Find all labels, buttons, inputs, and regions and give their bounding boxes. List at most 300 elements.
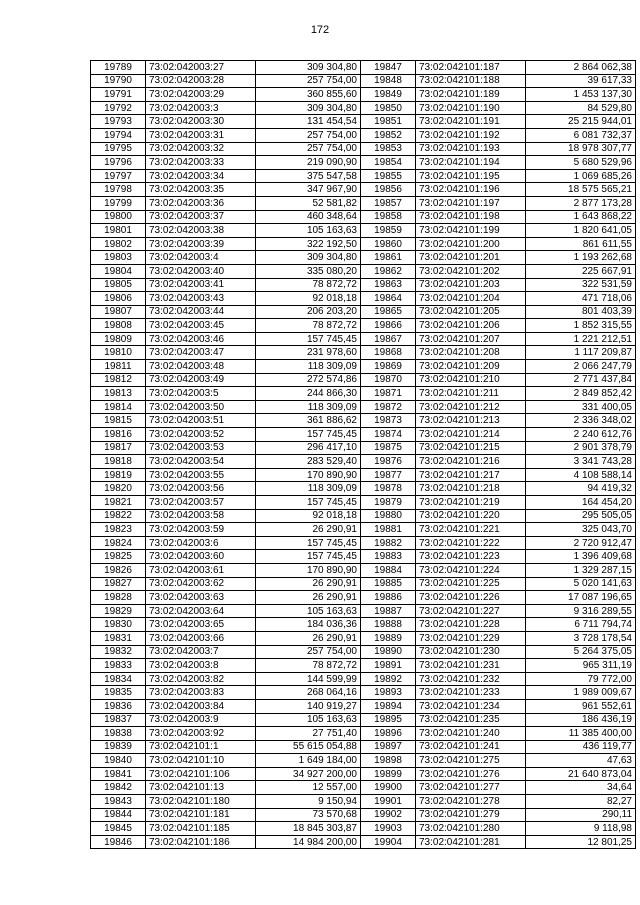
cadastral-number: 73:02:042101:275 xyxy=(416,754,526,768)
table-row xyxy=(91,591,361,605)
table-row xyxy=(361,142,636,156)
cadastral-number: 73:02:042003:65 xyxy=(146,618,256,632)
cadastral-number: 73:02:042101:10 xyxy=(146,754,256,768)
table-row xyxy=(91,156,361,170)
table-row xyxy=(91,264,361,278)
cadastral-number: 73:02:042101:197 xyxy=(416,196,526,210)
cadastral-value: 322 192,50 xyxy=(256,237,361,251)
cadastral-value: 18 845 303,87 xyxy=(256,822,361,836)
row-number: 19850 xyxy=(361,101,416,115)
cadastral-number: 73:02:042003:34 xyxy=(146,169,256,183)
table-row xyxy=(91,577,361,591)
row-number: 19896 xyxy=(361,727,416,741)
table-row xyxy=(91,604,361,618)
cadastral-value: 206 203,20 xyxy=(256,305,361,319)
cadastral-number: 73:02:042003:36 xyxy=(146,196,256,210)
table-row xyxy=(361,699,636,713)
row-number: 19870 xyxy=(361,373,416,387)
table-row xyxy=(361,61,636,75)
row-number: 19824 xyxy=(91,536,146,550)
cadastral-value: 257 754,00 xyxy=(256,74,361,88)
table-row xyxy=(361,604,636,618)
cadastral-value: 244 866,30 xyxy=(256,387,361,401)
table-row xyxy=(361,441,636,455)
cadastral-value: 3 341 743,28 xyxy=(526,455,636,469)
table-row xyxy=(91,128,361,142)
cadastral-number: 73:02:042101:212 xyxy=(416,400,526,414)
table-row xyxy=(91,482,361,496)
cadastral-value: 92 018,18 xyxy=(256,509,361,523)
row-number: 19789 xyxy=(91,61,146,75)
row-number: 19793 xyxy=(91,115,146,129)
cadastral-value: 1 193 262,68 xyxy=(526,251,636,265)
cadastral-value: 118 309,09 xyxy=(256,482,361,496)
row-number: 19903 xyxy=(361,822,416,836)
row-number: 19861 xyxy=(361,251,416,265)
cadastral-number: 73:02:042101:227 xyxy=(416,604,526,618)
table-row xyxy=(91,346,361,360)
table-row xyxy=(91,781,361,795)
cadastral-value: 78 872,72 xyxy=(256,659,361,673)
row-number: 19867 xyxy=(361,332,416,346)
row-number: 19799 xyxy=(91,196,146,210)
table-row xyxy=(91,183,361,197)
cadastral-value: 460 348,64 xyxy=(256,210,361,224)
cadastral-number: 73:02:042101:231 xyxy=(416,659,526,673)
table-row xyxy=(91,672,361,686)
table-row xyxy=(91,523,361,537)
cadastral-number: 73:02:042101:106 xyxy=(146,767,256,781)
cadastral-value: 118 309,09 xyxy=(256,400,361,414)
cadastral-number: 73:02:042101:196 xyxy=(416,183,526,197)
table-row xyxy=(361,360,636,374)
table-row xyxy=(91,509,361,523)
table-row xyxy=(91,727,361,741)
cadastral-number: 73:02:042101:235 xyxy=(416,713,526,727)
cadastral-number: 73:02:042101:207 xyxy=(416,332,526,346)
cadastral-number: 73:02:042003:35 xyxy=(146,183,256,197)
cadastral-number: 73:02:042003:84 xyxy=(146,699,256,713)
cadastral-number: 73:02:042101:210 xyxy=(416,373,526,387)
cadastral-value: 105 163,63 xyxy=(256,604,361,618)
row-number: 19862 xyxy=(361,264,416,278)
table-row xyxy=(91,550,361,564)
cadastral-number: 73:02:042101:225 xyxy=(416,577,526,591)
table-row xyxy=(91,699,361,713)
row-number: 19823 xyxy=(91,523,146,537)
table-row xyxy=(361,659,636,673)
cadastral-number: 73:02:042101:195 xyxy=(416,169,526,183)
table-row xyxy=(361,346,636,360)
table-row xyxy=(361,822,636,836)
cadastral-value: 2 864 062,38 xyxy=(526,61,636,75)
table-row xyxy=(91,387,361,401)
cadastral-number: 73:02:042101:194 xyxy=(416,156,526,170)
row-number: 19890 xyxy=(361,645,416,659)
cadastral-number: 73:02:042101:233 xyxy=(416,686,526,700)
cadastral-number: 73:02:042003:62 xyxy=(146,577,256,591)
cadastral-value: 2 877 173,28 xyxy=(526,196,636,210)
cadastral-number: 73:02:042003:27 xyxy=(146,61,256,75)
cadastral-number: 73:02:042003:6 xyxy=(146,536,256,550)
cadastral-value: 4 108 588,14 xyxy=(526,468,636,482)
table-row xyxy=(361,319,636,333)
row-number: 19831 xyxy=(91,631,146,645)
table-row xyxy=(361,210,636,224)
row-number: 19805 xyxy=(91,278,146,292)
cadastral-value: 17 087 196,65 xyxy=(526,591,636,605)
row-number: 19790 xyxy=(91,74,146,88)
cadastral-value: 347 967,90 xyxy=(256,183,361,197)
table-row xyxy=(361,468,636,482)
table-row xyxy=(361,795,636,809)
row-number: 19813 xyxy=(91,387,146,401)
table-row xyxy=(91,754,361,768)
cadastral-value: 309 304,80 xyxy=(256,101,361,115)
row-number: 19826 xyxy=(91,563,146,577)
cadastral-number: 73:02:042003:51 xyxy=(146,414,256,428)
table-row xyxy=(361,672,636,686)
cadastral-number: 73:02:042101:211 xyxy=(416,387,526,401)
table-row xyxy=(91,196,361,210)
cadastral-number: 73:02:042101:13 xyxy=(146,781,256,795)
row-number: 19893 xyxy=(361,686,416,700)
cadastral-number: 73:02:042101:215 xyxy=(416,441,526,455)
cadastral-number: 73:02:042101:188 xyxy=(416,74,526,88)
cadastral-value: 1 396 409,68 xyxy=(526,550,636,564)
table-row xyxy=(91,88,361,102)
cadastral-value: 3 728 178,54 xyxy=(526,631,636,645)
cadastral-number: 73:02:042003:50 xyxy=(146,400,256,414)
cadastral-value: 9 150,94 xyxy=(256,795,361,809)
table-row xyxy=(361,835,636,849)
cadastral-number: 73:02:042101:278 xyxy=(416,795,526,809)
row-number: 19844 xyxy=(91,808,146,822)
row-number: 19830 xyxy=(91,618,146,632)
table-row xyxy=(91,305,361,319)
row-number: 19795 xyxy=(91,142,146,156)
cadastral-value: 861 611,55 xyxy=(526,237,636,251)
cadastral-number: 73:02:042101:276 xyxy=(416,767,526,781)
table-row xyxy=(91,169,361,183)
row-number: 19868 xyxy=(361,346,416,360)
row-number: 19851 xyxy=(361,115,416,129)
cadastral-number: 73:02:042101:241 xyxy=(416,740,526,754)
cadastral-value: 965 311,19 xyxy=(526,659,636,673)
cadastral-value: 11 385 400,00 xyxy=(526,727,636,741)
cadastral-value: 1 649 184,00 xyxy=(256,754,361,768)
table-row xyxy=(91,536,361,550)
cadastral-value: 1 221 212,51 xyxy=(526,332,636,346)
row-number: 19840 xyxy=(91,754,146,768)
cadastral-value: 25 215 944,01 xyxy=(526,115,636,129)
cadastral-value: 2 240 612,76 xyxy=(526,428,636,442)
cadastral-value: 78 872,72 xyxy=(256,278,361,292)
cadastral-value: 73 570,68 xyxy=(256,808,361,822)
cadastral-value: 157 745,45 xyxy=(256,428,361,442)
row-number: 19807 xyxy=(91,305,146,319)
table-row xyxy=(361,74,636,88)
cadastral-number: 73:02:042003:30 xyxy=(146,115,256,129)
cadastral-table-right xyxy=(360,60,636,849)
row-number: 19838 xyxy=(91,727,146,741)
row-number: 19898 xyxy=(361,754,416,768)
cadastral-value: 1 989 009,67 xyxy=(526,686,636,700)
table-row xyxy=(91,441,361,455)
table-row xyxy=(361,196,636,210)
row-number: 19882 xyxy=(361,536,416,550)
cadastral-table-left xyxy=(90,60,361,849)
table-row xyxy=(91,142,361,156)
row-number: 19822 xyxy=(91,509,146,523)
cadastral-value: 225 667,91 xyxy=(526,264,636,278)
cadastral-number: 73:02:042101:192 xyxy=(416,128,526,142)
row-number: 19801 xyxy=(91,224,146,238)
cadastral-number: 73:02:042101:214 xyxy=(416,428,526,442)
table-row xyxy=(361,305,636,319)
row-number: 19894 xyxy=(361,699,416,713)
cadastral-number: 73:02:042003:44 xyxy=(146,305,256,319)
table-row xyxy=(91,645,361,659)
table-row xyxy=(361,183,636,197)
cadastral-value: 2 720 912,47 xyxy=(526,536,636,550)
row-number: 19853 xyxy=(361,142,416,156)
cadastral-number: 73:02:042101:198 xyxy=(416,210,526,224)
table-row xyxy=(361,156,636,170)
table-row xyxy=(91,251,361,265)
row-number: 19847 xyxy=(361,61,416,75)
row-number: 19877 xyxy=(361,468,416,482)
table-row xyxy=(91,414,361,428)
cadastral-number: 73:02:042101:223 xyxy=(416,550,526,564)
cadastral-number: 73:02:042003:58 xyxy=(146,509,256,523)
row-number: 19887 xyxy=(361,604,416,618)
cadastral-number: 73:02:042101:277 xyxy=(416,781,526,795)
table-row xyxy=(361,414,636,428)
cadastral-number: 73:02:042003:54 xyxy=(146,455,256,469)
table-row xyxy=(361,237,636,251)
row-number: 19856 xyxy=(361,183,416,197)
table-row xyxy=(361,101,636,115)
row-number: 19836 xyxy=(91,699,146,713)
row-number: 19797 xyxy=(91,169,146,183)
table-row xyxy=(361,686,636,700)
row-number: 19825 xyxy=(91,550,146,564)
row-number: 19874 xyxy=(361,428,416,442)
row-number: 19883 xyxy=(361,550,416,564)
row-number: 19899 xyxy=(361,767,416,781)
cadastral-number: 73:02:042003:57 xyxy=(146,496,256,510)
row-number: 19820 xyxy=(91,482,146,496)
row-number: 19804 xyxy=(91,264,146,278)
row-number: 19889 xyxy=(361,631,416,645)
row-number: 19895 xyxy=(361,713,416,727)
cadastral-number: 73:02:042101:199 xyxy=(416,224,526,238)
cadastral-number: 73:02:042003:56 xyxy=(146,482,256,496)
table-row xyxy=(91,278,361,292)
row-number: 19904 xyxy=(361,835,416,849)
table-row xyxy=(361,754,636,768)
table-row xyxy=(361,292,636,306)
cadastral-number: 73:02:042003:31 xyxy=(146,128,256,142)
page-number: 172 xyxy=(310,24,330,36)
cadastral-number: 73:02:042003:39 xyxy=(146,237,256,251)
cadastral-value: 2 771 437,84 xyxy=(526,373,636,387)
cadastral-number: 73:02:042101:213 xyxy=(416,414,526,428)
cadastral-value: 26 290,91 xyxy=(256,577,361,591)
row-number: 19843 xyxy=(91,795,146,809)
table-row xyxy=(91,455,361,469)
cadastral-value: 257 754,00 xyxy=(256,645,361,659)
cadastral-value: 290,11 xyxy=(526,808,636,822)
cadastral-value: 2 066 247,79 xyxy=(526,360,636,374)
table-row xyxy=(91,659,361,673)
cadastral-number: 73:02:042101:203 xyxy=(416,278,526,292)
cadastral-number: 73:02:042003:41 xyxy=(146,278,256,292)
row-number: 19846 xyxy=(91,835,146,849)
cadastral-number: 73:02:042101:216 xyxy=(416,455,526,469)
row-number: 19837 xyxy=(91,713,146,727)
cadastral-number: 73:02:042101:219 xyxy=(416,496,526,510)
cadastral-value: 1 820 641,05 xyxy=(526,224,636,238)
table-row xyxy=(91,618,361,632)
table-row xyxy=(361,536,636,550)
cadastral-number: 73:02:042101:180 xyxy=(146,795,256,809)
cadastral-number: 73:02:042003:8 xyxy=(146,659,256,673)
row-number: 19880 xyxy=(361,509,416,523)
cadastral-number: 73:02:042101:280 xyxy=(416,822,526,836)
cadastral-value: 21 640 873,04 xyxy=(526,767,636,781)
cadastral-number: 73:02:042101:218 xyxy=(416,482,526,496)
table-row xyxy=(91,224,361,238)
cadastral-value: 801 403,39 xyxy=(526,305,636,319)
row-number: 19809 xyxy=(91,332,146,346)
cadastral-value: 94 419,32 xyxy=(526,482,636,496)
table-row xyxy=(361,767,636,781)
row-number: 19817 xyxy=(91,441,146,455)
table-row xyxy=(91,428,361,442)
table-row xyxy=(361,808,636,822)
cadastral-value: 131 454,54 xyxy=(256,115,361,129)
row-number: 19888 xyxy=(361,618,416,632)
row-number: 19860 xyxy=(361,237,416,251)
table-row xyxy=(361,740,636,754)
row-number: 19901 xyxy=(361,795,416,809)
row-number: 19891 xyxy=(361,659,416,673)
cadastral-value: 231 978,60 xyxy=(256,346,361,360)
table-row xyxy=(361,264,636,278)
cadastral-value: 2 849 852,42 xyxy=(526,387,636,401)
table-row xyxy=(91,237,361,251)
cadastral-value: 79 772,00 xyxy=(526,672,636,686)
table-row xyxy=(361,781,636,795)
cadastral-number: 73:02:042003:46 xyxy=(146,332,256,346)
row-number: 19900 xyxy=(361,781,416,795)
cadastral-value: 92 018,18 xyxy=(256,292,361,306)
cadastral-value: 157 745,45 xyxy=(256,496,361,510)
table-row xyxy=(361,278,636,292)
cadastral-value: 186 436,19 xyxy=(526,713,636,727)
cadastral-value: 268 064,16 xyxy=(256,686,361,700)
cadastral-number: 73:02:042101:229 xyxy=(416,631,526,645)
cadastral-value: 157 745,45 xyxy=(256,550,361,564)
table-row xyxy=(361,577,636,591)
cadastral-value: 26 290,91 xyxy=(256,631,361,645)
cadastral-number: 73:02:042003:48 xyxy=(146,360,256,374)
cadastral-value: 170 890,90 xyxy=(256,563,361,577)
row-number: 19864 xyxy=(361,292,416,306)
cadastral-number: 73:02:042003:63 xyxy=(146,591,256,605)
table-row xyxy=(91,835,361,849)
table-row xyxy=(361,387,636,401)
table-row xyxy=(361,428,636,442)
cadastral-number: 73:02:042101:193 xyxy=(416,142,526,156)
cadastral-number: 73:02:042101:206 xyxy=(416,319,526,333)
cadastral-number: 73:02:042101:232 xyxy=(416,672,526,686)
row-number: 19872 xyxy=(361,400,416,414)
row-number: 19858 xyxy=(361,210,416,224)
table-row xyxy=(361,727,636,741)
table-row xyxy=(91,795,361,809)
cadastral-number: 73:02:042003:47 xyxy=(146,346,256,360)
row-number: 19849 xyxy=(361,88,416,102)
row-number: 19810 xyxy=(91,346,146,360)
cadastral-value: 283 529,40 xyxy=(256,455,361,469)
cadastral-value: 140 919,27 xyxy=(256,699,361,713)
cadastral-value: 18 575 565,21 xyxy=(526,183,636,197)
row-number: 19816 xyxy=(91,428,146,442)
cadastral-number: 73:02:042101:202 xyxy=(416,264,526,278)
cadastral-number: 73:02:042101:208 xyxy=(416,346,526,360)
row-number: 19800 xyxy=(91,210,146,224)
row-number: 19884 xyxy=(361,563,416,577)
cadastral-value: 1 117 209,87 xyxy=(526,346,636,360)
table-row xyxy=(361,482,636,496)
cadastral-number: 73:02:042101:181 xyxy=(146,808,256,822)
row-number: 19857 xyxy=(361,196,416,210)
cadastral-number: 73:02:042101:187 xyxy=(416,61,526,75)
cadastral-value: 12 557,00 xyxy=(256,781,361,795)
cadastral-value: 325 043,70 xyxy=(526,523,636,537)
row-number: 19863 xyxy=(361,278,416,292)
table-row xyxy=(361,128,636,142)
table-row xyxy=(361,251,636,265)
cadastral-number: 73:02:042101:209 xyxy=(416,360,526,374)
cadastral-number: 73:02:042003:82 xyxy=(146,672,256,686)
cadastral-value: 436 119,77 xyxy=(526,740,636,754)
cadastral-number: 73:02:042101:201 xyxy=(416,251,526,265)
table-row xyxy=(91,631,361,645)
row-number: 19878 xyxy=(361,482,416,496)
table-row xyxy=(91,292,361,306)
table-row xyxy=(91,115,361,129)
table-row xyxy=(91,563,361,577)
row-number: 19897 xyxy=(361,740,416,754)
cadastral-value: 78 872,72 xyxy=(256,319,361,333)
cadastral-value: 471 718,06 xyxy=(526,292,636,306)
cadastral-number: 73:02:042003:37 xyxy=(146,210,256,224)
cadastral-number: 73:02:042101:228 xyxy=(416,618,526,632)
row-number: 19811 xyxy=(91,360,146,374)
row-number: 19839 xyxy=(91,740,146,754)
table-row xyxy=(361,169,636,183)
cadastral-value: 6 081 732,37 xyxy=(526,128,636,142)
table-row xyxy=(361,332,636,346)
cadastral-number: 73:02:042003:38 xyxy=(146,224,256,238)
row-number: 19818 xyxy=(91,455,146,469)
row-number: 19819 xyxy=(91,468,146,482)
cadastral-value: 18 978 307,77 xyxy=(526,142,636,156)
